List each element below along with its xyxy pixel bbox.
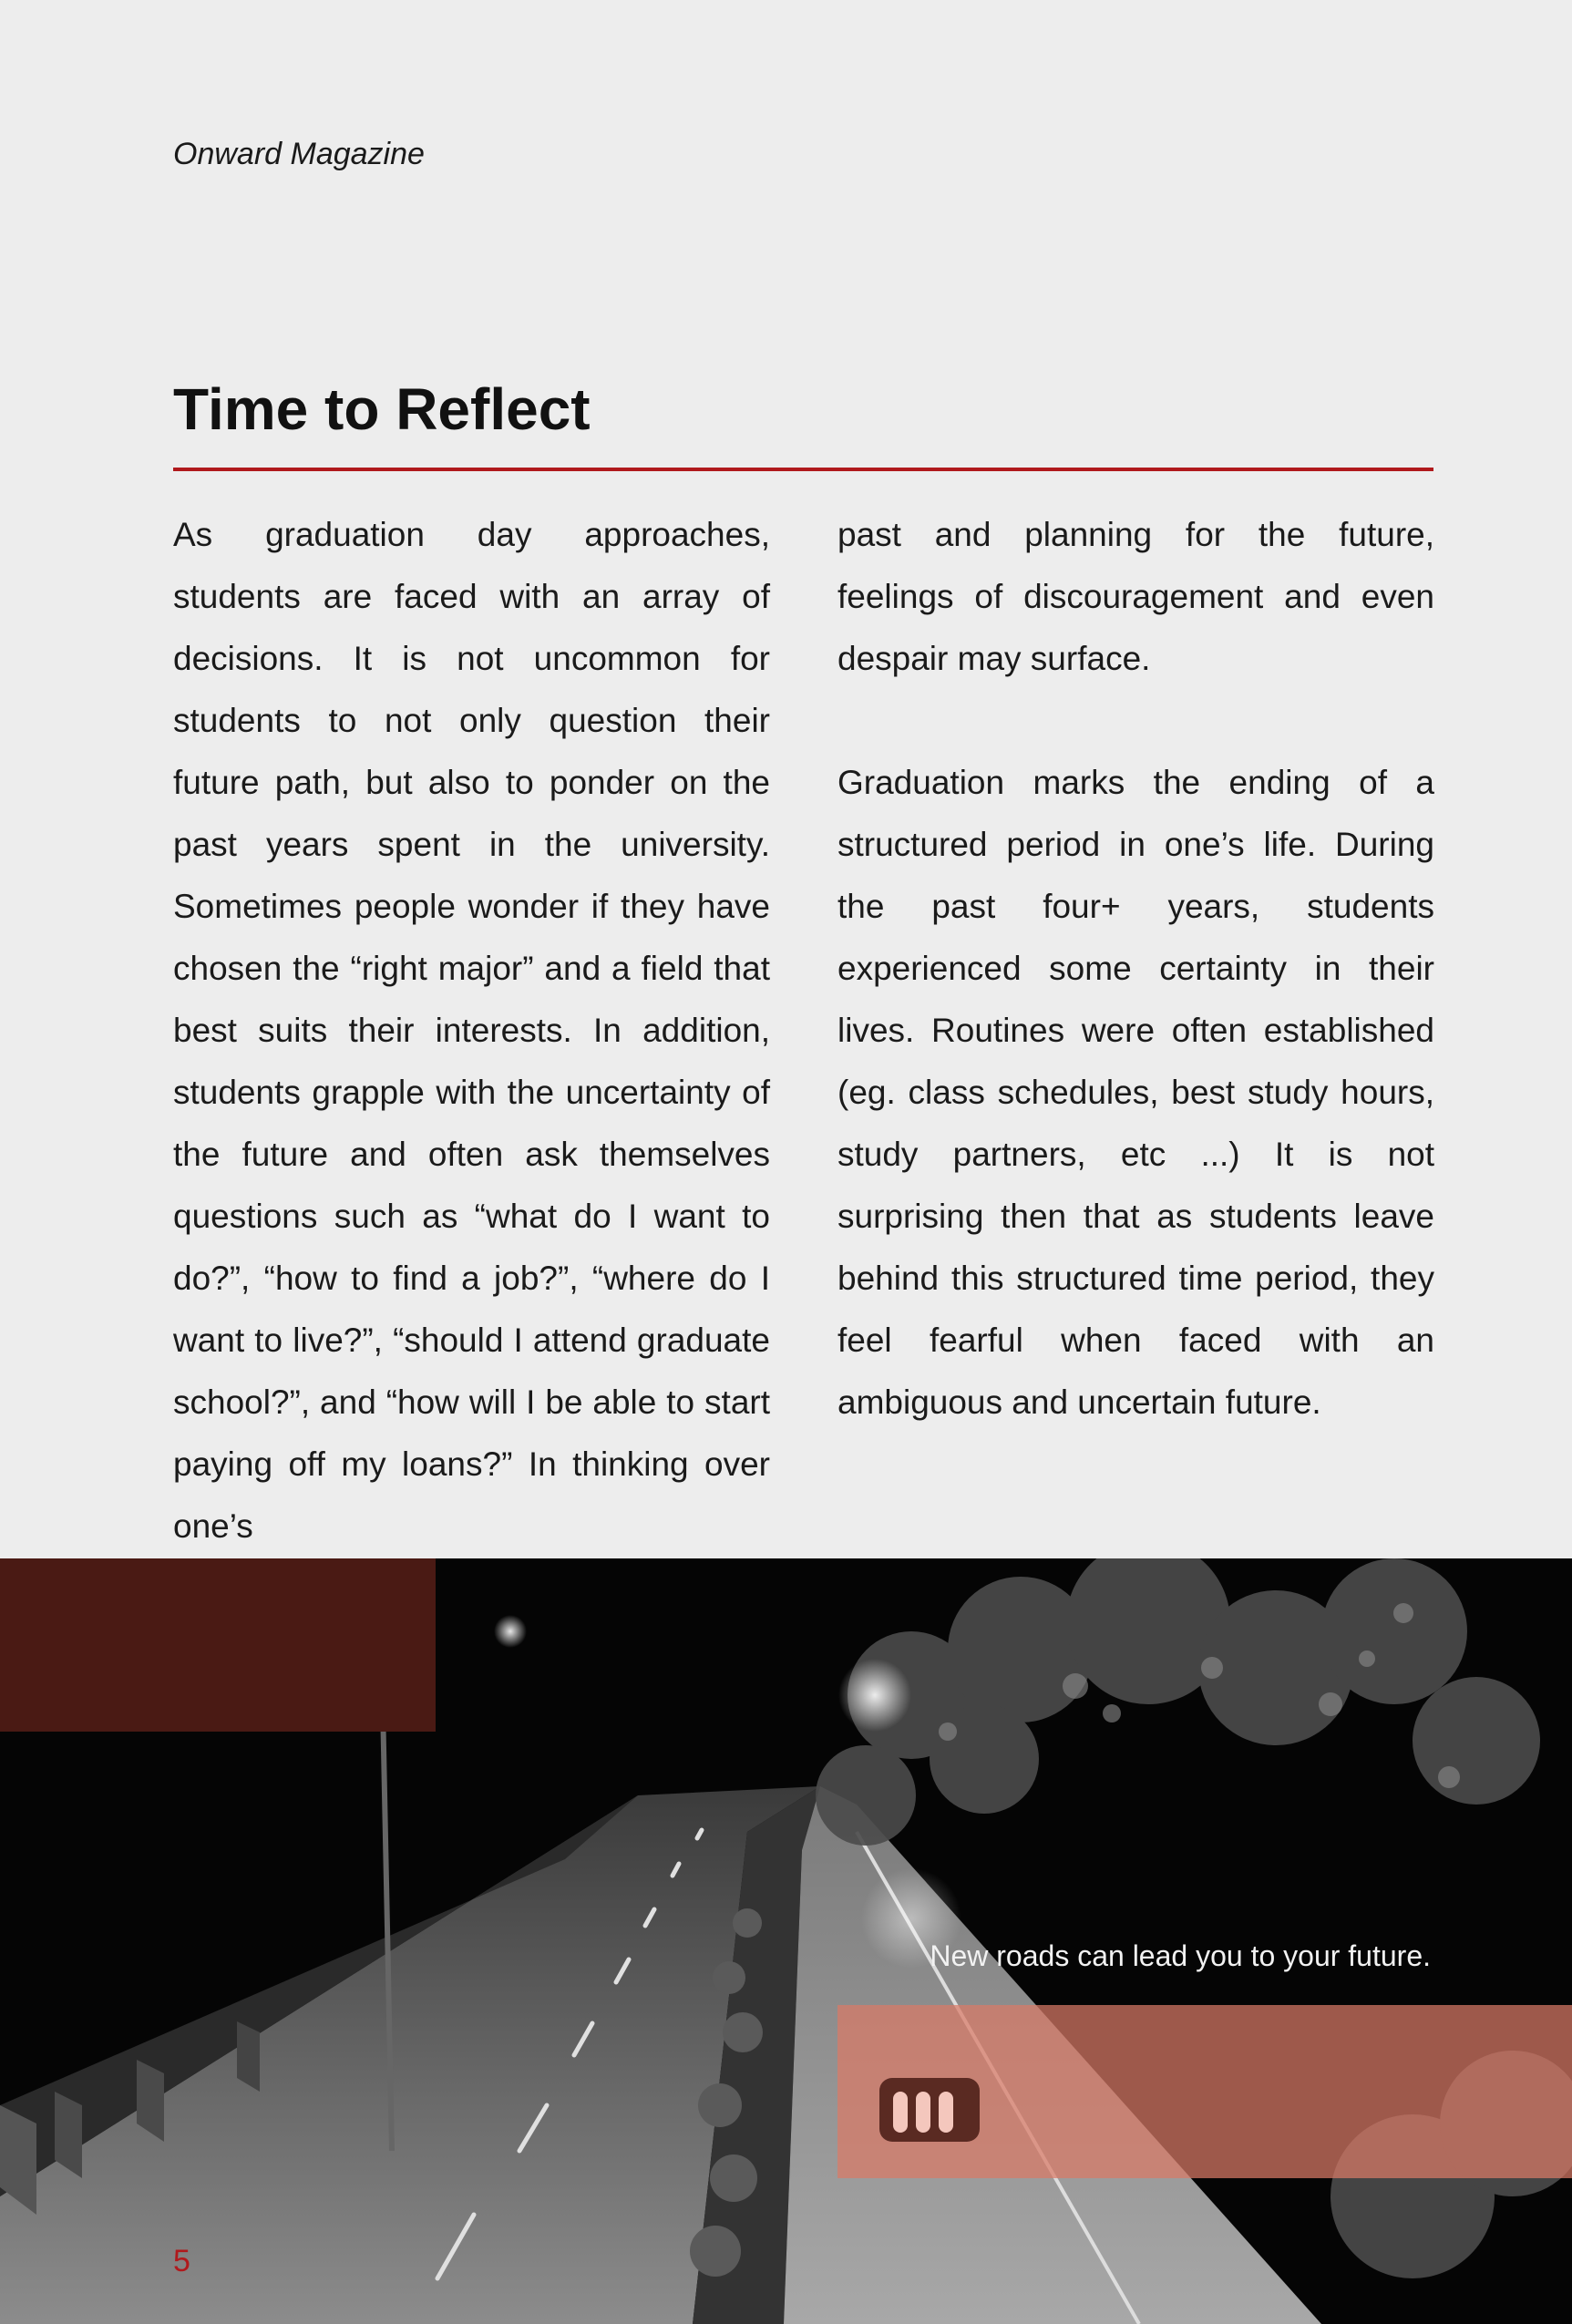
page-number: 5 bbox=[173, 2244, 190, 2278]
article-title: Time to Reflect bbox=[173, 376, 591, 442]
title-divider bbox=[173, 468, 1433, 471]
article-column-right bbox=[837, 504, 1434, 1496]
magazine-name: Onward Magazine bbox=[173, 137, 425, 171]
article-column-left bbox=[173, 504, 770, 1620]
photo-caption: New roads can lead you to your future. bbox=[930, 1939, 1431, 1972]
car-taillights bbox=[879, 2078, 980, 2142]
overlay-block-dark-red bbox=[0, 1558, 436, 1732]
paragraph: past and planning for the future, feelings of discouragement and even despair may surface. bbox=[837, 516, 1434, 677]
paragraph: Graduation marks the ending of a structured period in one’s life. During the past four+ years, students experienced some certainty in their lives. Routines were often established (eg. class schedules, best study hours, study partners, etc ...) It is not surprising then that as students leave behind this structured time period, they feel fearful when faced with an ambiguous and uncertain future. bbox=[837, 764, 1434, 1421]
paragraph: As graduation day approaches, students are faced with an array of decisions. It is not uncommon for students to not only question their future path, but also to ponder on the past years spent in the university. Sometimes people wonder if they have chosen the “right major” and a field that best suits their interests. In addition, students grapple with the uncertainty of the future and often ask themselves questions such as “what do I want to do?”, “how to find a job?”, “where do I want to live?”, “should I attend graduate school?”, and “how will I be able to start paying off my loans?” In thinking over one’s bbox=[173, 516, 770, 1545]
